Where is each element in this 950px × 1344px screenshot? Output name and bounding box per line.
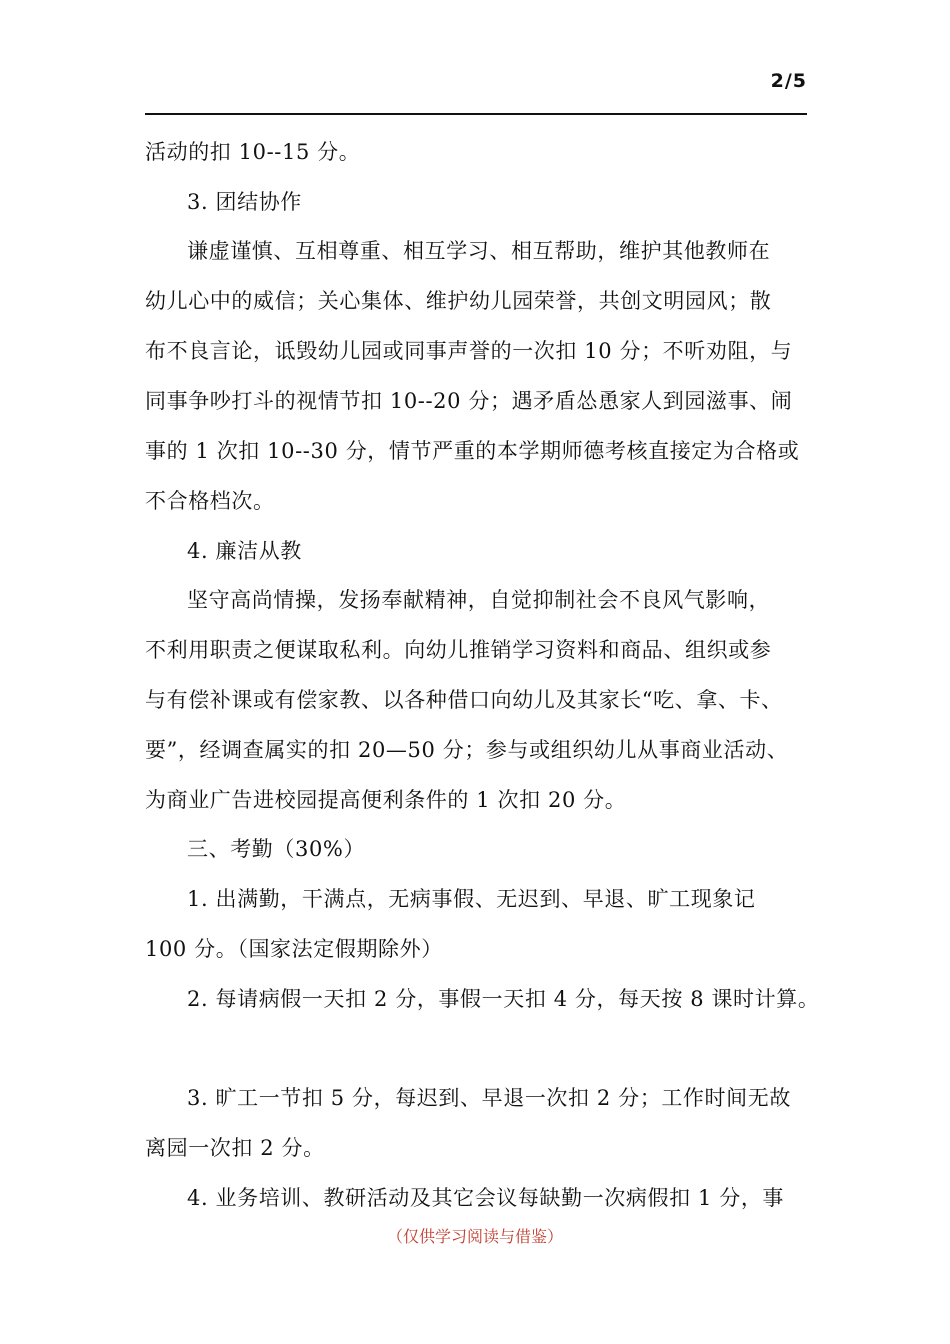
footer-note: （仅供学习阅读与借鉴） [386,1227,563,1246]
body-line: 谦虚谨慎、互相尊重、相互学习、相互帮助，维护其他教师在 [187,239,771,263]
body-line: 事的 1 次扣 10--30 分，情节严重的本学期师德考核直接定为合格或 [145,439,800,463]
body-line: 坚守高尚情操，发扬奉献精神，自觉抑制社会不良风气影响， [187,588,771,612]
body-line: 为商业广告进校园提高便利条件的 1 次扣 20 分。 [145,788,627,812]
body-line: 要”，经调查属实的扣 20—50 分；参与或组织幼儿从事商业活动、 [145,738,789,762]
body-line: 100 分。（国家法定假期除外） [145,937,443,961]
body-line: 布不良言论，诋毁幼儿园或同事声誉的一次扣 10 分；不听劝阻，与 [145,339,793,363]
section-heading: 三、考勤（30%） [187,837,366,861]
body-line: 幼儿心中的威信；关心集体、维护幼儿园荣誉，共创文明园风；散 [145,289,772,313]
body-line: 2. 每请病假一天扣 2 分，事假一天扣 4 分，每天按 8 课时计算。 [187,987,820,1011]
body-line: 不合格档次。 [145,489,275,513]
body-line: 3. 旷工一节扣 5 分，每迟到、早退一次扣 2 分；工作时间无故 [187,1086,791,1110]
section-heading: 3. 团结协作 [187,190,302,214]
section-heading: 4. 廉洁从教 [187,539,302,563]
body-line: 离园一次扣 2 分。 [145,1136,325,1160]
body-line: 1. 出满勤，干满点，无病事假、无迟到、早退、旷工现象记 [187,887,756,911]
body-line: 不利用职责之便谋取私利。向幼儿推销学习资料和商品、组织或参 [145,638,772,662]
body-line: 与有偿补课或有偿家教、以各种借口向幼儿及其家长“吃、拿、卡、 [145,688,783,712]
header-rule [145,113,807,115]
page-number: 2/5 [770,70,807,92]
body-line: 活动的扣 10--15 分。 [145,140,361,164]
body-line: 同事争吵打斗的视情节扣 10--20 分；遇矛盾怂恿家人到园滋事、闹 [145,389,793,413]
body-line: 4. 业务培训、教研活动及其它会议每缺勤一次病假扣 1 分，事 [187,1186,785,1210]
